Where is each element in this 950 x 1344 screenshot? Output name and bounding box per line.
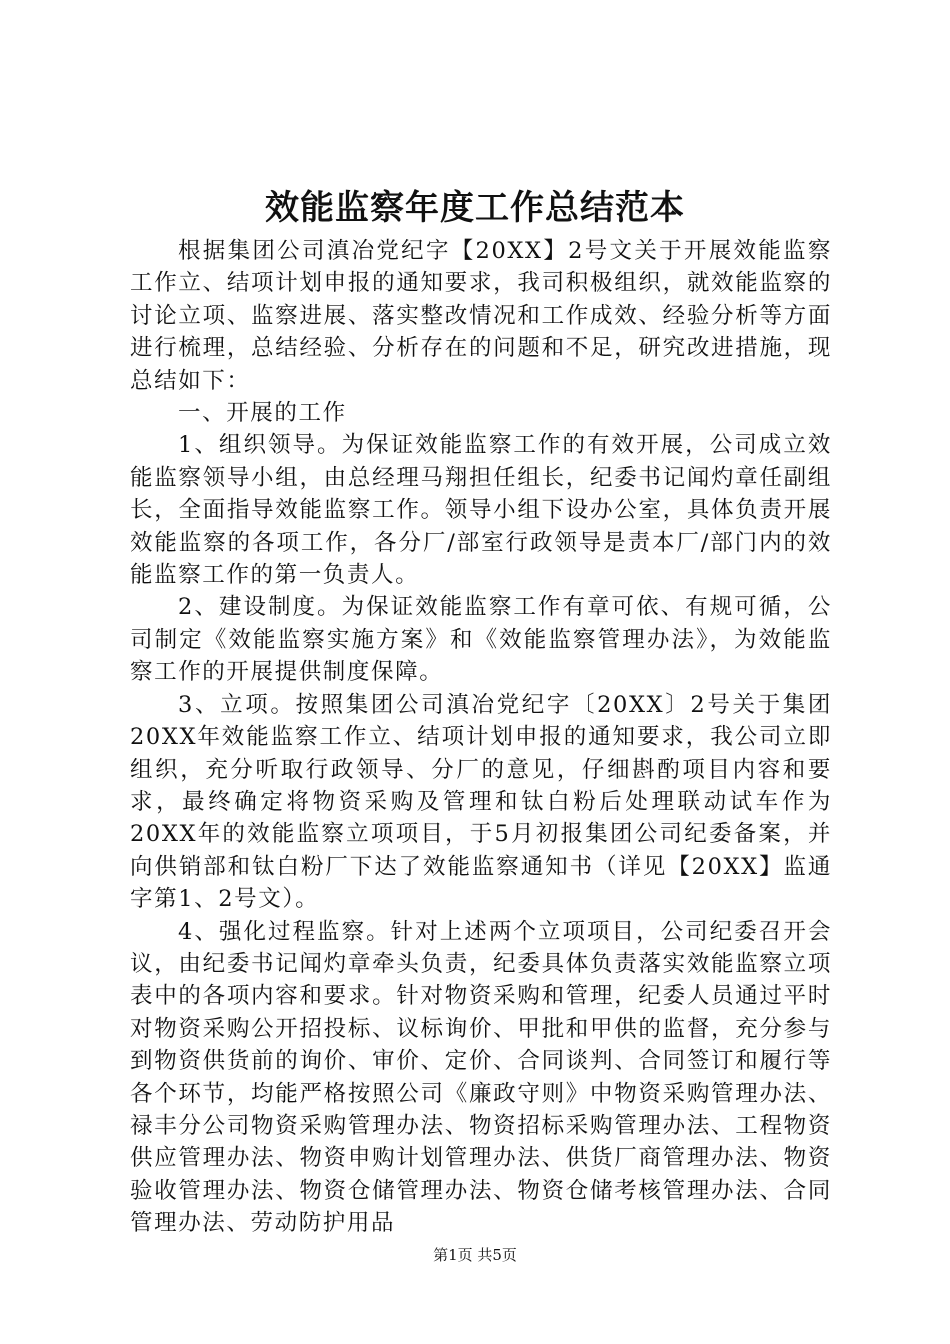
document-title: 效能监察年度工作总结范本 bbox=[265, 188, 685, 228]
document-body bbox=[130, 235, 832, 1240]
page-footer: 第1页 共5页 bbox=[433, 1246, 517, 1264]
section-heading: 一、开展的工作 bbox=[178, 400, 347, 427]
paragraph-system: 2、建设制度。为保证效能监察工作有章可依、有规可循，公司制定《效能监察实施方案》和《效能监察管理办法》，为效能监察工作的开展提供制度保障。 bbox=[130, 594, 832, 686]
paragraph-project: 3、立项。按照集团公司滇冶党纪字〔20XX〕2号关于集团20XX年效能监察工作立、结项计划申报的通知要求，我公司立即组织，充分听取行政领导、分厂的意见，仔细斟酌项目内容和要求，最终确定将物资采购及管理和钛白粉后处理联动试车作为20XX年的效能监察立项项目，于5月初报集团公司纪委备案，并向供销部和钛白粉厂下达了效能监察通知书（详见【20XX】监通字第1、2号文）。 bbox=[130, 691, 832, 913]
paragraph-organization: 1、组织领导。为保证效能监察工作的有效开展，公司成立效能监察领导小组，由总经理马翔担任组长，纪委书记闻灼章任副组长，全面指导效能监察工作。领导小组下设办公室，具体负责开展效能监察的各项工作，各分厂/部室行政领导是责本厂/部门内的效能监察工作的第一负责人。 bbox=[130, 432, 832, 589]
paragraph-intro: 根据集团公司滇冶党纪字【20XX】2号文关于开展效能监察工作立、结项计划申报的通知要求，我司积极组织，就效能监察的讨论立项、监察进展、落实整改情况和工作成效、经验分析等方面进行梳理，总结经验、分析存在的问题和不足，研究改进措施，现总结如下： bbox=[130, 238, 832, 394]
paragraph-supervision: 4、强化过程监察。针对上述两个立项项目，公司纪委召开会议，由纪委书记闻灼章牵头负责，纪委具体负责落实效能监察立项表中的各项内容和要求。针对物资采购和管理，纪委人员通过平时对物资采购公开招投标、议标询价、甲批和甲供的监督，充分参与到物资供货前的询价、审价、定价、合同谈判、合同签订和履行等各个环节，均能严格按照公司《廉政守则》中物资采购管理办法、禄丰分公司物资采购管理办法、物资招标采购管理办法、工程物资供应管理办法、物资申购计划管理办法、供货厂商管理办法、物资验收管理办法、物资仓储管理办法、物资仓储考核管理办法、合同管理办法、劳动防护用品 bbox=[130, 918, 832, 1237]
